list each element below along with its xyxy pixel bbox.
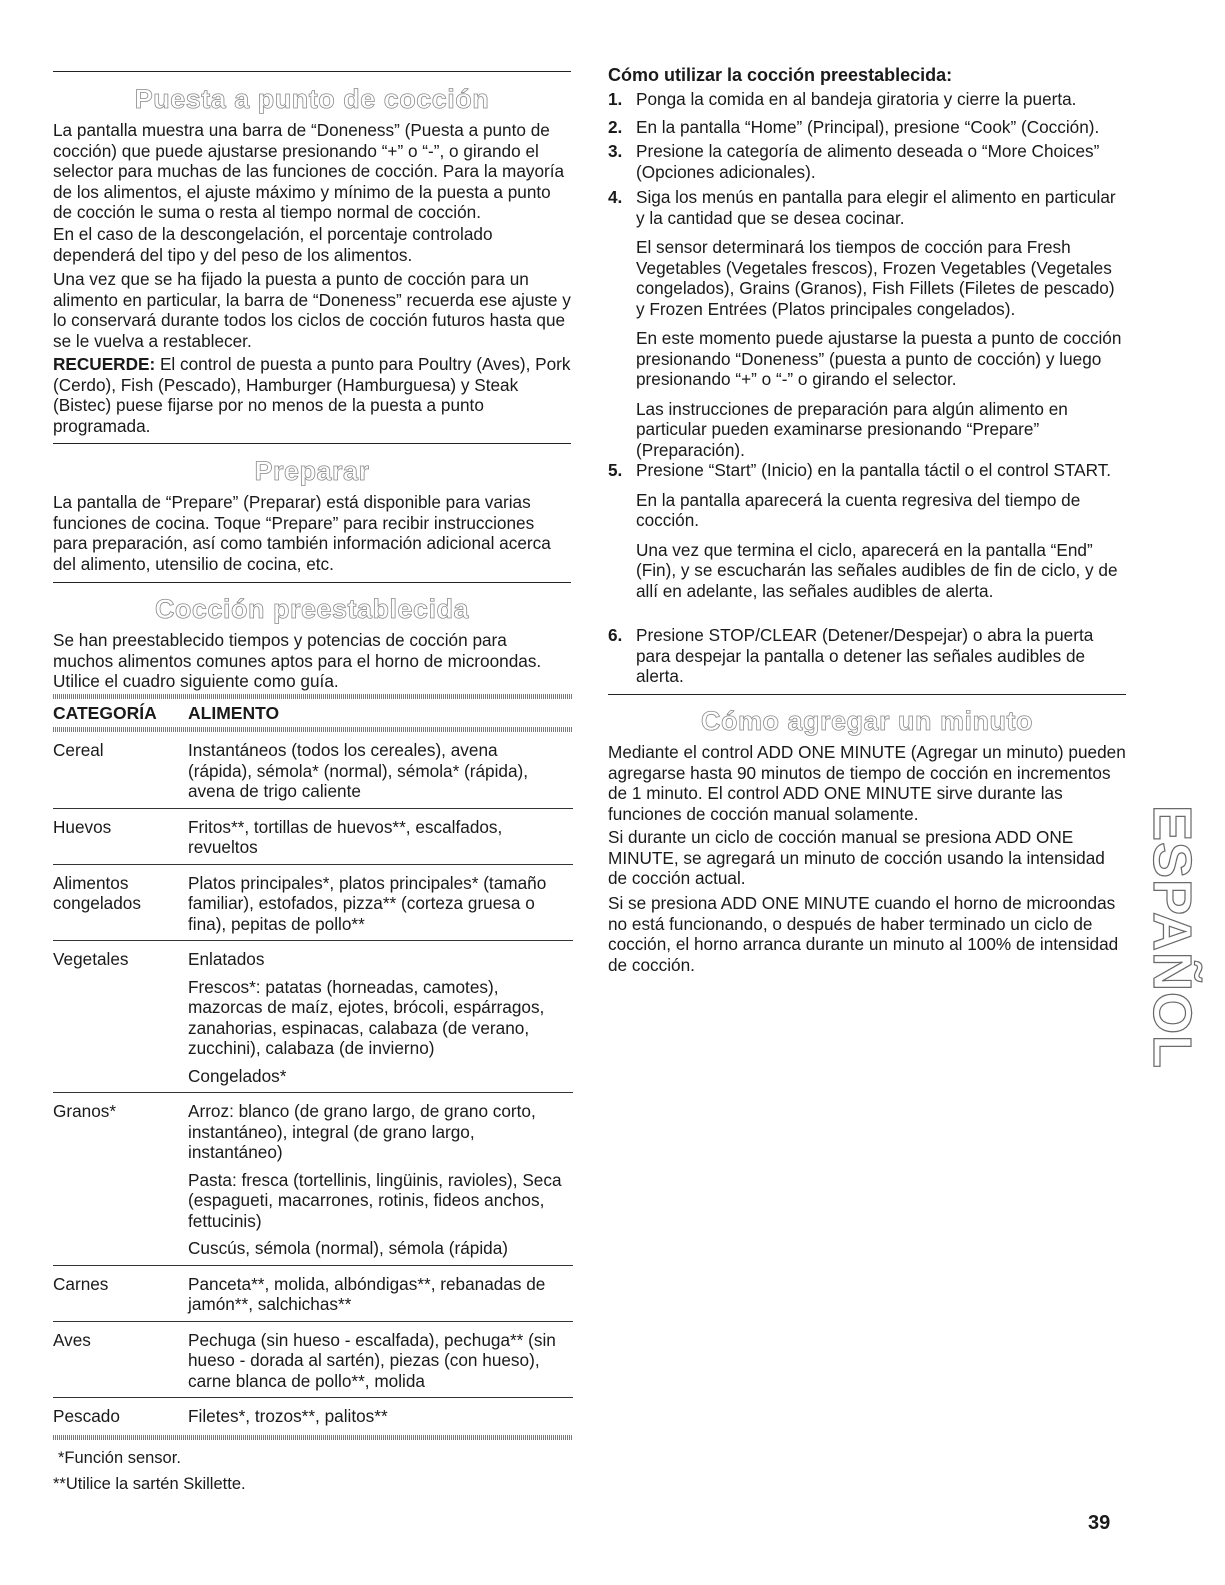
row-category: Pescado bbox=[53, 1406, 120, 1426]
table-row bbox=[53, 941, 573, 1093]
table-row bbox=[53, 732, 573, 809]
doneness-paragraph-1: La pantalla muestra una barra de “Doneness” (Puesta a punto de cocción) que puede ajustarse presionando “+” o “-”, o girando el selector para muchas de las funciones de cocción. Para la mayoría de los alimentos, el ajuste máximo y mínimo de la puesta a punto de cocción le suma o resta al tiempo normal de cocción. bbox=[53, 120, 565, 222]
reminder-text: El control de puesta a punto para Poultry (Aves), Pork (Cerdo), Fish (Pescado), Hamburger (Hamburguesa) y Steak (Bistec) puese fijarse por no menos de la puesta a punto programada. bbox=[53, 354, 571, 436]
food-entry: Platos principales*, platos principales* (tamaño familiar), estofados, pizza** (corteza gruesa o fina), pepitas de pollo** bbox=[188, 872, 547, 934]
table-row bbox=[53, 865, 573, 942]
row-foods bbox=[188, 817, 573, 858]
food-entry: Cuscús, sémola (normal), sémola (rápida) bbox=[188, 1238, 508, 1258]
row-category: Cereal bbox=[53, 740, 104, 760]
step-number: 4. bbox=[608, 187, 623, 207]
step-item bbox=[608, 117, 1126, 138]
prepare-heading: Preparar bbox=[254, 456, 370, 486]
table-row bbox=[53, 1093, 573, 1266]
preset-paragraph: Se han preestablecido tiempos y potencias de cocción para muchos alimentos comunes aptos para el horno de microondas. Utilice el cuadro siguiente como guía. bbox=[53, 630, 542, 691]
section-rule bbox=[53, 582, 571, 583]
step-text: Siga los menús en pantalla para elegir el alimento en particular y la cantidad que se desea cocinar. bbox=[636, 187, 1116, 228]
page-number: 39 bbox=[1088, 1512, 1111, 1534]
table-body bbox=[53, 732, 573, 1433]
section-rule bbox=[53, 443, 571, 444]
row-foods bbox=[188, 740, 573, 802]
row-category: Granos* bbox=[53, 1101, 117, 1121]
section-rule bbox=[608, 694, 1126, 695]
table-row bbox=[53, 1322, 573, 1399]
row-category: Aves bbox=[53, 1329, 91, 1350]
table-header bbox=[53, 699, 573, 727]
step-text: Una vez que termina el ciclo, aparecerá en la pantalla “End” (Fin), y se escucharán las señales audibles de fin de ciclo, y de allí en adelante, las señales audibles de alerta. bbox=[636, 539, 1118, 601]
food-entry: Panceta**, molida, albóndigas**, rebanadas de jamón**, salchichas** bbox=[188, 1273, 546, 1314]
step-body bbox=[636, 141, 1126, 182]
step-text: En la pantalla “Home” (Principal), presione “Cook” (Cocción). bbox=[636, 117, 1100, 137]
row-foods bbox=[188, 949, 573, 1086]
add-minute-heading: Cómo agregar un minuto bbox=[700, 706, 1033, 736]
step-text: En este momento puede ajustarse la puesta a punto de cocción presionando “Doneness” (puesta a punto de cocción) y luego presionando “+” o “-” o girando el selector. bbox=[636, 328, 1122, 389]
food-entry: Enlatados bbox=[188, 949, 265, 969]
prepare-paragraph: La pantalla de “Prepare” (Preparar) está disponible para varias funciones de cocina. Toque “Prepare” para recibir instrucciones para preparación, así como también información adicional acerca del alimento, utensilio de cocina, etc. bbox=[53, 492, 551, 574]
language-side-tab bbox=[1142, 804, 1202, 1070]
step-number: 5. bbox=[608, 460, 623, 480]
language-label: ESPAÑOL bbox=[1142, 804, 1202, 1070]
row-category: Vegetales bbox=[53, 949, 129, 969]
row-foods bbox=[188, 873, 573, 935]
step-body bbox=[636, 187, 1126, 460]
how-to-heading: Cómo utilizar la cocción preestablecida: bbox=[608, 65, 953, 85]
doneness-heading: Puesta a punto de cocción bbox=[134, 84, 490, 114]
footnote-sensor: *Función sensor. bbox=[58, 1448, 181, 1467]
food-entry: Instantáneos (todos los cereales), avena (rápida), sémola* (normal), sémola* (rápida), avena de trigo caliente bbox=[188, 740, 529, 801]
row-foods bbox=[188, 1406, 573, 1427]
food-entry: Pechuga (sin hueso - escalfada), pechuga** (sin hueso - dorada al sartén), piezas (con hueso), carne blanca de pollo**, molida bbox=[188, 1329, 556, 1391]
header-food: ALIMENTO bbox=[188, 702, 280, 723]
step-text: Presione “Start” (Inicio) en la pantalla táctil o el control START. bbox=[636, 460, 1112, 480]
step-number: 1. bbox=[608, 89, 623, 109]
step-item bbox=[608, 141, 1126, 182]
table-row bbox=[53, 1398, 573, 1433]
step-text: En la pantalla aparecerá la cuenta regresiva del tiempo de cocción. bbox=[636, 489, 1081, 530]
add-minute-paragraph-3: Si se presiona ADD ONE MINUTE cuando el horno de microondas no está funcionando, o después de haber terminado un ciclo de cocción, el horno arranca durante un minuto al 100% de intensidad de cocción. bbox=[608, 893, 1119, 975]
step-number: 3. bbox=[608, 141, 623, 161]
step-body bbox=[636, 117, 1126, 138]
step-body bbox=[636, 89, 1126, 110]
reminder-label: RECUERDE: bbox=[53, 354, 156, 374]
header-category: CATEGORÍA bbox=[53, 702, 157, 723]
food-entry: Congelados* bbox=[188, 1065, 287, 1086]
doneness-paragraph-3: Una vez que se ha fijado la puesta a punto de cocción para un alimento en particular, la barra de “Doneness” recuerda ese ajuste y lo conservará durante todos los ciclos de cocción futuros hasta que se le vuelva a restablecer. bbox=[53, 269, 571, 351]
row-category: Carnes bbox=[53, 1273, 109, 1294]
food-entry: Arroz: blanco (de grano largo, de grano corto, instantáneo), integral (de grano largo, instantáneo) bbox=[188, 1101, 536, 1162]
preset-heading: Cocción preestablecida bbox=[154, 594, 470, 624]
doneness-reminder bbox=[53, 354, 571, 436]
step-text: El sensor determinará los tiempos de cocción para Fresh Vegetables (Vegetales frescos), Frozen Vegetables (Vegetales congelados), Grains (Granos), Fish Fillets (Filetes de pescado) y Frozen Entrées (Platos principales congelados). bbox=[636, 237, 1115, 319]
step-item bbox=[608, 460, 1126, 601]
step-item bbox=[608, 625, 1126, 687]
doneness-paragraph-2: En el caso de la descongelación, el porcentaje controlado dependerá del tipo y del peso de los alimentos. bbox=[53, 224, 493, 265]
add-minute-paragraph-1: Mediante el control ADD ONE MINUTE (Agregar un minuto) pueden agregarse hasta 90 minutos de tiempo de cocción en incrementos de 1 minuto. El control ADD ONE MINUTE sirve durante las funciones de cocción manual solamente. bbox=[608, 742, 1126, 824]
step-text: Presione STOP/CLEAR (Detener/Despejar) o abra la puerta para despejar la pantalla o detener las señales audibles de alerta. bbox=[636, 625, 1094, 686]
food-entry: Frescos*: patatas (horneadas, camotes), mazorcas de maíz, ejotes, brócoli, espárragos, zanahorias, espinacas, calabaza (de verano, zucchini), calabaza (de invierno) bbox=[188, 976, 545, 1058]
footnote-skillette: **Utilice la sartén Skillette. bbox=[53, 1474, 246, 1493]
preset-food-table bbox=[53, 694, 573, 1494]
food-entry: Filetes*, trozos**, palitos** bbox=[188, 1406, 388, 1426]
step-item bbox=[608, 187, 1126, 460]
row-foods bbox=[188, 1274, 573, 1315]
step-body bbox=[636, 625, 1126, 687]
step-number: 6. bbox=[608, 625, 623, 645]
table-row bbox=[53, 809, 573, 865]
row-foods bbox=[188, 1330, 573, 1392]
row-category: Alimentos congelados bbox=[53, 872, 141, 913]
step-text: Ponga la comida en al bandeja giratoria y cierre la puerta. bbox=[636, 89, 1077, 109]
step-number: 2. bbox=[608, 117, 623, 137]
step-text: Presione la categoría de alimento deseada o “More Choices” (Opciones adicionales). bbox=[636, 141, 1100, 182]
row-foods bbox=[188, 1101, 573, 1259]
step-text: Las instrucciones de preparación para algún alimento en particular pueden examinarse presionando “Prepare” (Preparación). bbox=[636, 398, 1068, 460]
food-entry: Fritos**, tortillas de huevos**, escalfados, revueltos bbox=[188, 816, 503, 857]
step-item bbox=[608, 89, 1126, 110]
step-body bbox=[636, 460, 1126, 601]
add-minute-paragraph-2: Si durante un ciclo de cocción manual se presiona ADD ONE MINUTE, se agregará un minuto de cocción usando la intensidad de cocción actual. bbox=[608, 827, 1105, 888]
table-row bbox=[53, 1266, 573, 1322]
section-rule bbox=[53, 71, 571, 72]
row-category: Huevos bbox=[53, 816, 112, 837]
food-entry: Pasta: fresca (tortellinis, lingüinis, ravioles), Seca (espagueti, macarrones, rotinis, fideos anchos, fettucinis) bbox=[188, 1169, 562, 1231]
